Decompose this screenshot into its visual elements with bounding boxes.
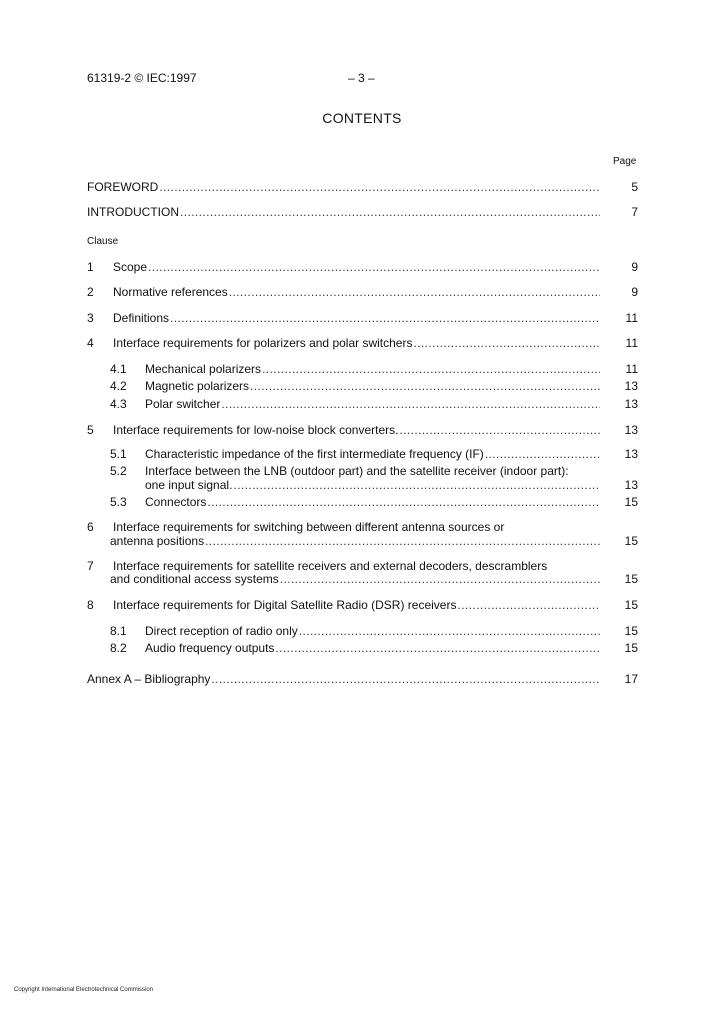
dot-leader: [221, 396, 600, 412]
toc-entry-label-line1: Interface requirements for satellite receivers and external decoders, descramblers: [113, 559, 548, 573]
clause-number: 4: [87, 336, 94, 350]
toc-page-number: 13: [624, 478, 638, 492]
toc-entry-label: antenna positions: [110, 534, 205, 548]
clause-number: 5: [87, 423, 94, 437]
toc-entry-clause-4-1[interactable]: [0, 361, 724, 377]
toc-entry-clause-6[interactable]: [0, 533, 724, 549]
toc-page-number: 13: [624, 379, 638, 393]
toc-entry-label-line1: Interface requirements for switching between different antenna sources or: [113, 520, 505, 534]
dot-leader: [148, 259, 600, 275]
toc-entry-clause-8-1[interactable]: [0, 623, 724, 639]
toc-entry-label: INTRODUCTION: [87, 205, 179, 219]
clause-number: 8.2: [110, 641, 127, 655]
toc-entry-clause-4-2[interactable]: [0, 378, 724, 394]
toc-page-number: 17: [624, 672, 638, 686]
toc-entry-label: Definitions: [113, 311, 170, 325]
toc-page-number: 15: [624, 624, 638, 638]
clause-number: 6: [87, 520, 94, 534]
toc-entry-label: FOREWORD: [87, 180, 159, 194]
toc-entry-label: Interface requirements for polarizers and polar switchers: [113, 336, 413, 350]
dot-leader: [399, 422, 600, 438]
toc-entry-label: Audio frequency outputs: [145, 641, 275, 655]
toc-page-number: 15: [624, 641, 638, 655]
toc-entry-label: Magnetic polarizers: [145, 379, 250, 393]
toc-entry-label: and conditional access systems: [110, 572, 279, 586]
toc-page-number: 15: [624, 495, 638, 509]
dot-leader: [159, 179, 600, 195]
dot-leader: [207, 494, 600, 510]
toc-page-number: 15: [624, 598, 638, 612]
dot-leader: [211, 671, 600, 687]
toc-page-number: 9: [631, 285, 638, 299]
toc-entry-label: Polar switcher: [145, 397, 221, 411]
toc-entry-clause-3[interactable]: [0, 310, 724, 326]
dot-leader: [262, 361, 600, 377]
dot-leader: [233, 477, 600, 493]
toc-entry-clause-5-2[interactable]: [0, 477, 724, 493]
clause-number: 4.2: [110, 379, 127, 393]
contents-title: CONTENTS: [322, 110, 402, 126]
clause-number: 5.3: [110, 495, 127, 509]
toc-page-number: 13: [624, 423, 638, 437]
toc-entry-label: Interface requirements for Digital Satellite Radio (DSR) receivers: [113, 598, 457, 612]
toc-entry-clause-5[interactable]: [0, 422, 724, 438]
dot-leader: [299, 623, 600, 639]
toc-page-number: 13: [624, 447, 638, 461]
page-column-label: Page: [613, 156, 637, 167]
copyright-notice: Copyright International Electrotechnical Commission: [14, 987, 154, 993]
toc-entry-clause-1[interactable]: [0, 259, 724, 275]
clause-number: 4.1: [110, 362, 127, 376]
toc-entry-introduction[interactable]: [0, 204, 724, 220]
toc-entry-label: Mechanical polarizers: [145, 362, 262, 376]
clause-number: 1: [87, 260, 94, 274]
toc-entry-clause-7[interactable]: [0, 571, 724, 587]
dot-leader: [485, 446, 600, 462]
dot-leader: [275, 640, 600, 656]
toc-entry-annex-a[interactable]: [0, 671, 724, 687]
toc-entry-clause-4-3[interactable]: [0, 396, 724, 412]
clause-number: 2: [87, 285, 94, 299]
toc-entry-foreword[interactable]: [0, 179, 724, 195]
clause-number: 3: [87, 311, 94, 325]
toc-entry-label: Connectors: [145, 495, 207, 509]
clause-number: 5.2: [110, 464, 127, 478]
toc-page-number: 13: [624, 397, 638, 411]
doc-reference: 61319-2 © IEC:1997: [87, 71, 197, 85]
clause-number: 4.3: [110, 397, 127, 411]
dot-leader: [205, 533, 600, 549]
toc-entry-clause-8-2[interactable]: [0, 640, 724, 656]
clause-number: 5.1: [110, 447, 127, 461]
toc-page-number: 15: [624, 534, 638, 548]
toc-entry-label: one input signal.: [145, 478, 233, 492]
toc-entry-label: Annex A – Bibliography: [87, 672, 211, 686]
toc-page-number: 11: [625, 336, 638, 350]
toc-entry-label: Direct reception of radio only: [145, 624, 298, 638]
toc-page-number: 11: [625, 362, 638, 376]
toc-entry-label: Normative references: [113, 285, 228, 299]
toc-entry-clause-4[interactable]: [0, 335, 724, 351]
toc-entry-label: Scope: [113, 260, 148, 274]
toc-page-number: 15: [624, 572, 638, 586]
clause-number: 8.1: [110, 624, 127, 638]
dot-leader: [229, 284, 600, 300]
dot-leader: [280, 571, 600, 587]
dot-leader: [180, 204, 600, 220]
toc-page-number: 11: [625, 311, 638, 325]
dot-leader: [457, 597, 600, 613]
toc-entry-clause-5-3[interactable]: [0, 494, 724, 510]
clause-number: 7: [87, 559, 94, 573]
toc-page-number: 5: [631, 180, 638, 194]
toc-entry-clause-8[interactable]: [0, 597, 724, 613]
dot-leader: [413, 335, 600, 351]
toc-entry-clause-2[interactable]: [0, 284, 724, 300]
toc-entry-label: Interface requirements for low-noise block converters.: [113, 423, 399, 437]
toc-page-number: 7: [631, 205, 638, 219]
toc-entry-label: Characteristic impedance of the first intermediate frequency (IF): [145, 447, 484, 461]
toc-entry-label-line1: Interface between the LNB (outdoor part) and the satellite receiver (indoor part):: [145, 464, 569, 478]
dot-leader: [170, 310, 600, 326]
clause-label: Clause: [87, 236, 119, 247]
toc-page-number: 9: [631, 260, 638, 274]
dot-leader: [250, 378, 600, 394]
page-number: – 3 –: [348, 71, 375, 85]
clause-number: 8: [87, 598, 94, 612]
toc-entry-clause-5-1[interactable]: [0, 446, 724, 462]
